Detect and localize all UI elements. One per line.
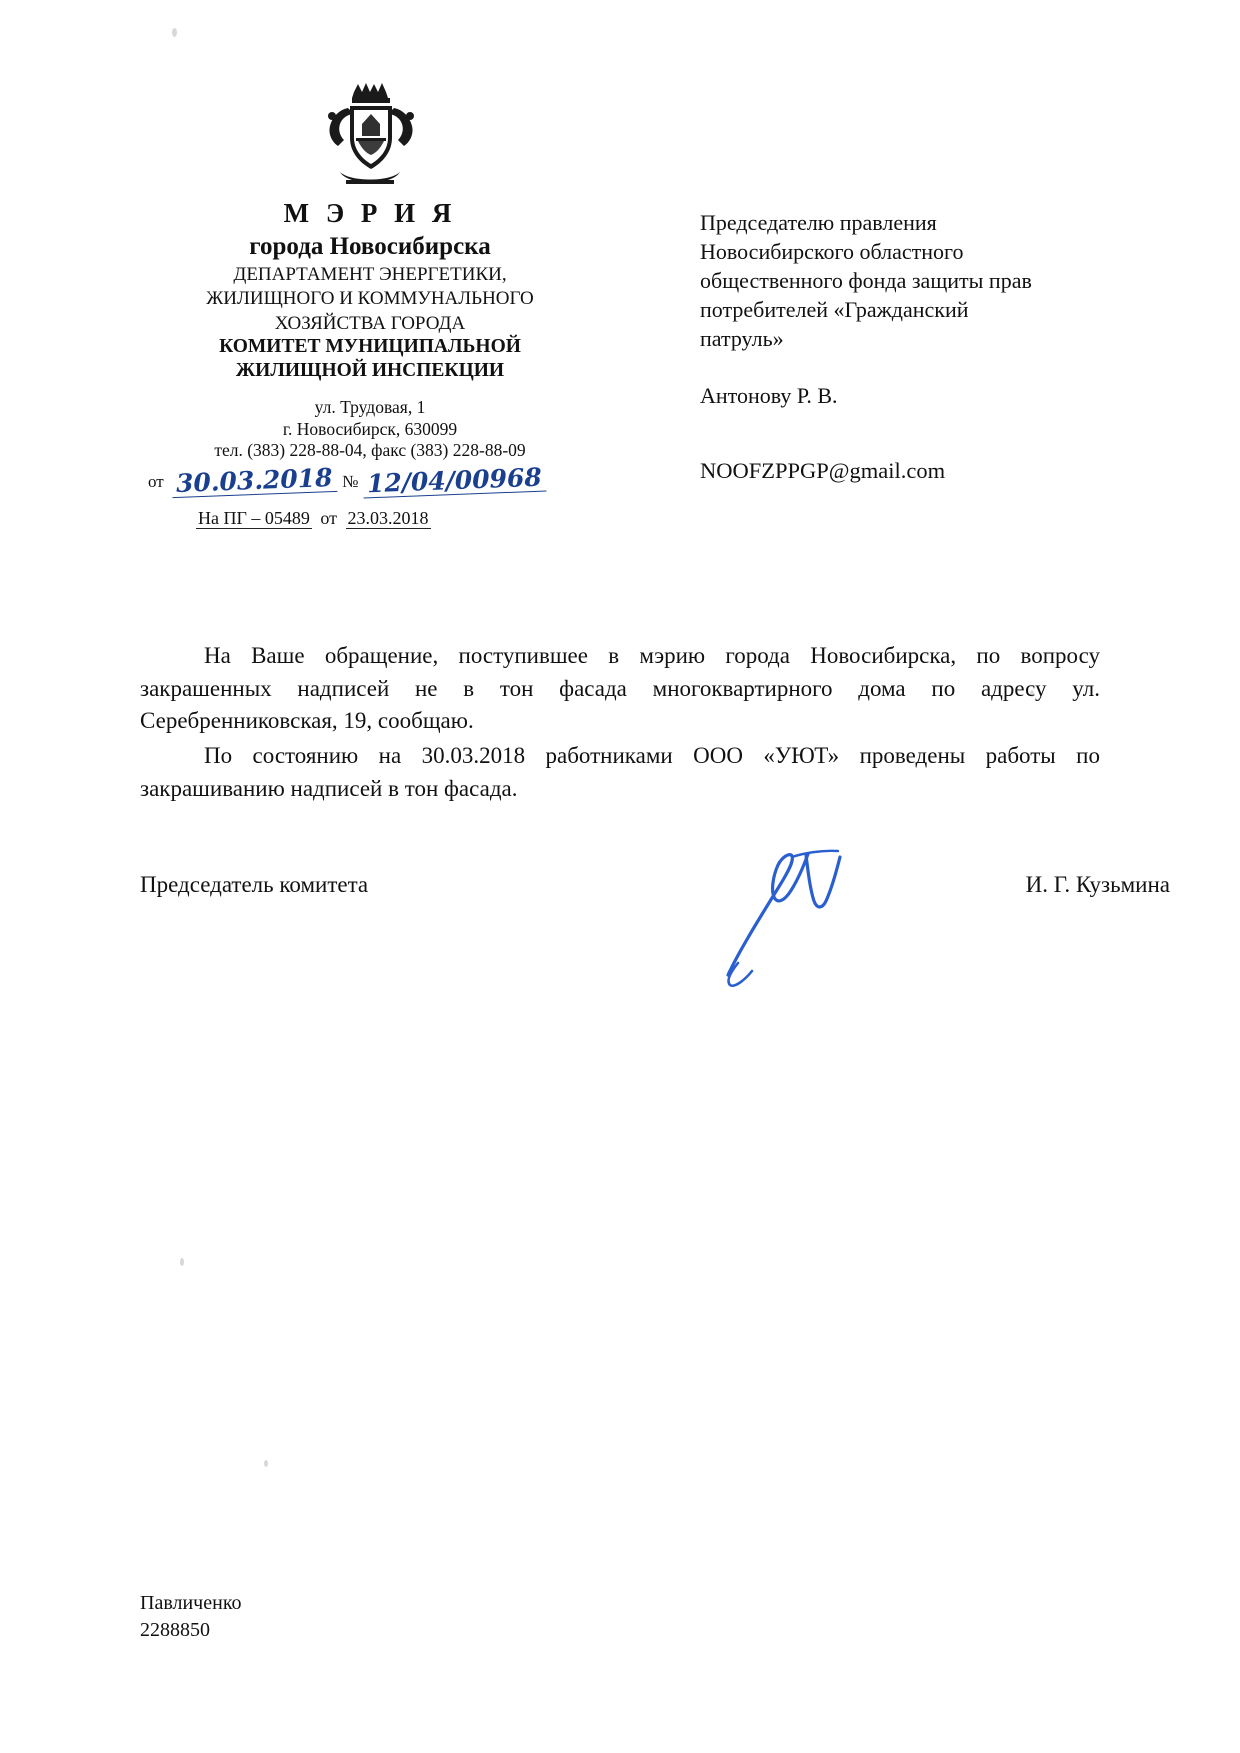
scan-speck bbox=[172, 28, 177, 37]
addressee-line-3: общественного фонда защиты прав bbox=[700, 268, 1032, 294]
reference-line bbox=[148, 462, 598, 499]
date-value: 30.03.2018 bbox=[171, 465, 336, 498]
executor-name: Павличенко bbox=[140, 1592, 242, 1614]
addressee-block bbox=[700, 208, 1170, 486]
address-line-1: ул. Трудовая, 1 bbox=[314, 396, 426, 417]
department-line-2: ЖИЛИЩНОГО И КОММУНАЛЬНОГО bbox=[206, 288, 534, 310]
addressee-line-5: патруль» bbox=[700, 326, 784, 352]
incoming-date-value: 23.03.2018 bbox=[347, 508, 429, 528]
addressee-name: Антонову Р. В. bbox=[700, 383, 838, 409]
committee-line-2: ЖИЛИЩНОЙ ИНСПЕКЦИИ bbox=[235, 360, 505, 382]
letterhead bbox=[140, 80, 600, 462]
org-city: города Новосибирска bbox=[249, 233, 491, 260]
number-label: № bbox=[342, 472, 359, 491]
signatory-name: И. Г. Кузьмина bbox=[1025, 872, 1170, 897]
incoming-reference-line bbox=[196, 508, 431, 529]
addressee-line-2: Новосибирского областного bbox=[700, 239, 964, 265]
committee-line-1: КОМИТЕТ МУНИЦИПАЛЬНОЙ bbox=[219, 335, 521, 357]
coat-of-arms-icon bbox=[140, 80, 600, 192]
addressee-email: NOOFZPPGP@gmail.com bbox=[700, 458, 946, 484]
incoming-label: На ПГ – 05489 bbox=[198, 508, 310, 528]
body-text bbox=[140, 640, 1100, 807]
number-value: 12/04/00968 bbox=[362, 465, 546, 499]
incoming-date-label: от bbox=[320, 508, 338, 528]
executor-block bbox=[140, 1590, 242, 1644]
address-line-3: тел. (383) 228-88-04, факс (383) 228-88-09 bbox=[214, 440, 526, 461]
date-label: от bbox=[148, 472, 164, 491]
scan-speck bbox=[264, 1460, 268, 1467]
signatory-position: Председатель комитета bbox=[140, 872, 369, 897]
department-line-3: ХОЗЯЙСТВА ГОРОДА bbox=[274, 312, 466, 334]
org-title: М Э Р И Я bbox=[283, 198, 457, 228]
department-line-1: ДЕПАРТАМЕНТ ЭНЕРГЕТИКИ, bbox=[233, 264, 507, 285]
scan-speck bbox=[180, 1258, 184, 1266]
handwritten-signature bbox=[718, 845, 898, 990]
address-line-2: г. Новосибирск, 630099 bbox=[282, 418, 458, 439]
addressee-line-4: потребителей «Гражданский bbox=[700, 297, 969, 323]
executor-phone: 2288850 bbox=[140, 1619, 210, 1641]
signature-row bbox=[140, 872, 1170, 898]
addressee-line-1: Председателю правления bbox=[700, 210, 937, 235]
body-paragraph-1: На Ваше обращение, поступившее в мэрию города Новосибирска, по вопросу закрашенных надписей не в тон фасада многоквартирного дома по адресу ул. Серебренниковская, 19, сообщаю. bbox=[140, 643, 1100, 734]
body-paragraph-2: По состоянию на 30.03.2018 работниками ООО «УЮТ» проведены работы по закрашиванию надписей в тон фасада. bbox=[140, 742, 1100, 801]
